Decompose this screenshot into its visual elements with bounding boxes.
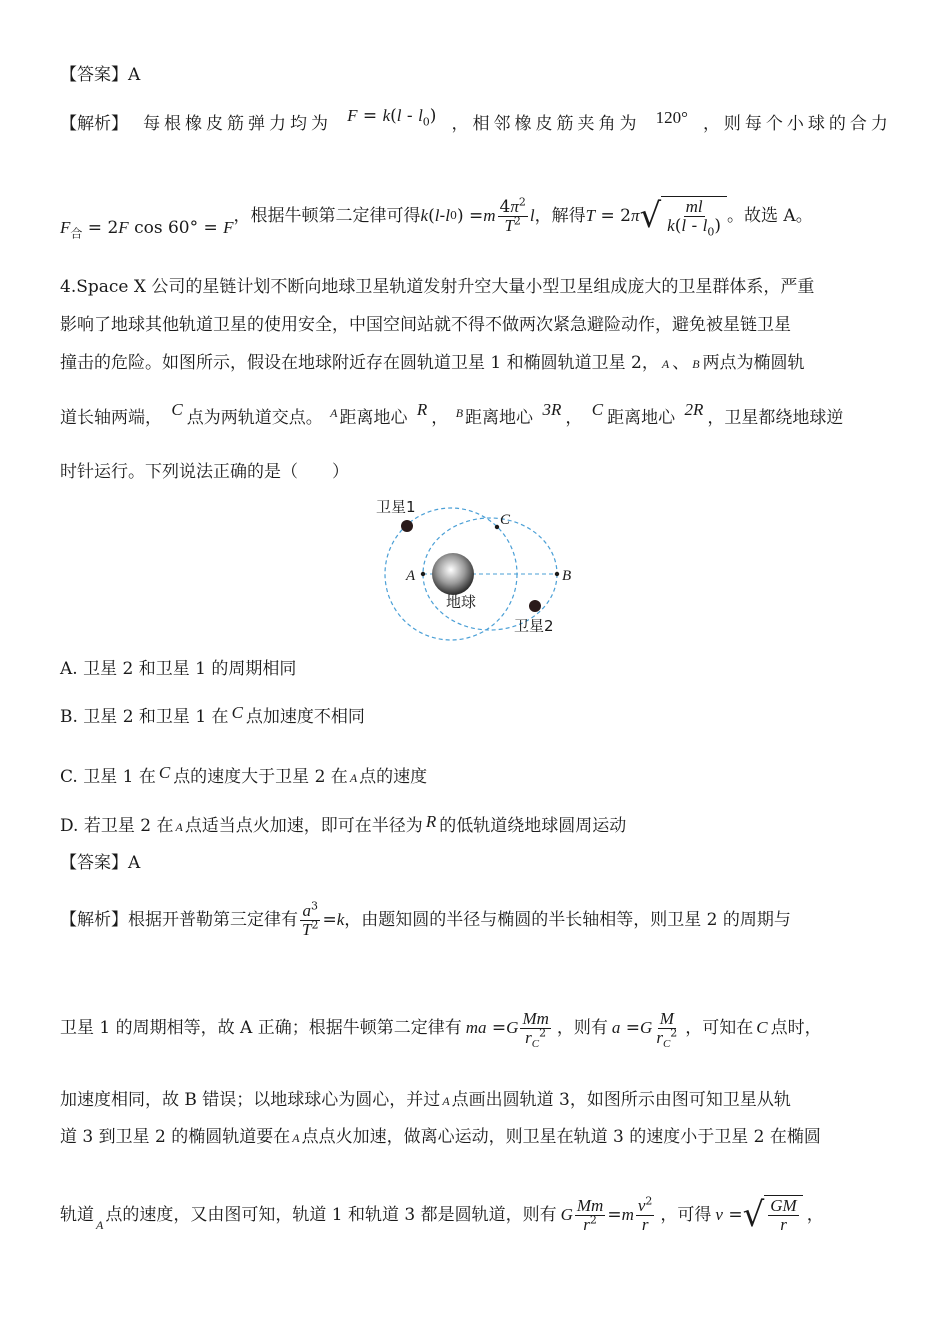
formula-period: T = 2 π √ $\frac{ml}{k(l - l_0)}$ bbox=[586, 196, 727, 236]
point-C-dot bbox=[495, 525, 499, 529]
answer-label: 【答案】 bbox=[60, 65, 128, 85]
analysis-text: 。故选 A。 bbox=[727, 206, 813, 226]
formula-kepler: $\frac{a^3}{T^2}$ = k bbox=[302, 898, 345, 939]
earth-label: 地球 bbox=[446, 593, 477, 611]
analysis-text: ，相邻橡皮筋夹角为 bbox=[451, 114, 641, 134]
point-C-label: C bbox=[500, 512, 511, 528]
point-B-dot bbox=[555, 572, 559, 576]
orbit-figure bbox=[360, 490, 590, 645]
analysis-text: ，根据牛顿第二定律可得 bbox=[233, 206, 421, 226]
option-D: D. 若卫星 2 在 A 点适当点火加速，即可在半径为 R 的低轨道绕地球圆周运动 bbox=[60, 812, 627, 836]
analysis-text: 每根橡皮筋弹力均为 bbox=[143, 114, 333, 134]
question-4-line-4: 道长轴两端， C 点为两轨道交点。 $^A$ 距离地心 R ， $^B$ 距离地心 3R ， C 距离地心 2R ，卫星都绕地球逆 bbox=[60, 400, 844, 428]
formula-elastic-force: $F = k(l - l_0)$ bbox=[347, 106, 437, 129]
question-4-line-3: 撞击的危险。如图所示，假设在地球附近存在圆轨道卫星 1 和椭圆轨道卫星 2， A 、 B 两点为椭圆轨 bbox=[60, 353, 805, 373]
analysis-2-line-3: 加速度相同，故 B 错误；以地球球心为圆心，并过 A 点画出圆轨道 3，如图所示由图可知卫星从轨 bbox=[60, 1090, 791, 1110]
question-4-line-1: 4.Space X 公司的星链计划不断向地球卫星轨道发射升空大量小型卫星组成庞大的卫星群体系，严重 bbox=[60, 277, 815, 297]
formula-centripetal: G $\frac{Mm}{r^2}$ = m $\frac{v^2}{r}$ bbox=[560, 1193, 653, 1234]
question-4-line-5: 时针运行。下列说法正确的是（ ） bbox=[60, 462, 349, 482]
answer-line-1 bbox=[60, 64, 140, 86]
analysis-1-line-1 bbox=[60, 106, 892, 135]
analysis-2-line-1: 【解析】 根据开普勒第三定律有 $\frac{a^3}{T^2}$ = k ，由题知圆的半径与椭圆的半长轴相等，则卫星 2 的周期与 bbox=[60, 898, 791, 939]
formula-acceleration: a = G $\frac{M}{r_C^2}$ bbox=[611, 1008, 678, 1050]
point-A-label: A bbox=[406, 568, 416, 584]
satellite-1-dot bbox=[401, 520, 413, 532]
option-C: C. 卫星 1 在 C 点的速度大于卫星 2 在 A 点的速度 bbox=[60, 763, 428, 787]
analysis-2-line-5: 轨道 A 点的速度，又由图可知，轨道 1 和轨道 3 都是圆轨道，则有 G $\frac{Mm}{r^2}$ = m $\frac{v^2}{r}$ ，可得 v = √ $\frac{GM}{r}$ ， bbox=[60, 1193, 824, 1235]
orbit-diagram bbox=[360, 490, 590, 645]
earth-sphere bbox=[432, 553, 474, 595]
analysis-label: 【解析】 bbox=[60, 114, 128, 134]
option-B: B. 卫星 2 和卫星 1 在 C 点加速度不相同 bbox=[60, 703, 365, 727]
satellite-1-label: 卫星1 bbox=[376, 498, 416, 516]
satellite-2-label: 卫星2 bbox=[514, 617, 554, 635]
answer-value: A bbox=[128, 65, 141, 85]
question-4-line-2: 影响了地球其他轨道卫星的使用安全，中国空间站就不得不做两次紧急避险动作，避免被星链卫星 bbox=[60, 315, 791, 335]
answer-line-2: 【答案】A bbox=[60, 853, 141, 873]
formula-newton: k ( l - l 0 ) = m $\frac{4\pi^2}{T^2}$ l bbox=[420, 194, 535, 235]
formula-velocity: v = √ $\frac{GM}{r}$ bbox=[715, 1195, 802, 1235]
formula-net-force: $F_合 = 2F$ cos 60° = F bbox=[60, 218, 234, 241]
satellite-2-dot bbox=[529, 600, 541, 612]
point-A-dot bbox=[421, 572, 425, 576]
analysis-2-line-4: 道 3 到卫星 2 的椭圆轨道要在 A 点点火加速，做离心运动，则卫星在轨道 3 的速度小于卫星 2 在椭圆 bbox=[60, 1127, 821, 1147]
analysis-1-line-2 bbox=[60, 188, 813, 244]
analysis-2-line-2: 卫星 1 的周期相等，故 A 正确；根据牛顿第二定律有 ma = G $\frac{Mm}{r_C^2}$ ，则有 a = G $\frac{M}{r_C^2}$ ，可知在 C 点时， bbox=[60, 1008, 822, 1050]
option-A: A. 卫星 2 和卫星 1 的周期相同 bbox=[60, 659, 297, 679]
angle-value: 120° bbox=[655, 108, 688, 127]
point-B-label: B bbox=[562, 568, 572, 584]
formula-gravity: ma = G $\frac{Mm}{r_C^2}$ bbox=[465, 1008, 549, 1050]
analysis-text: ，则每个小球的合力 bbox=[702, 114, 892, 134]
analysis-text: ，解得 bbox=[534, 206, 586, 226]
